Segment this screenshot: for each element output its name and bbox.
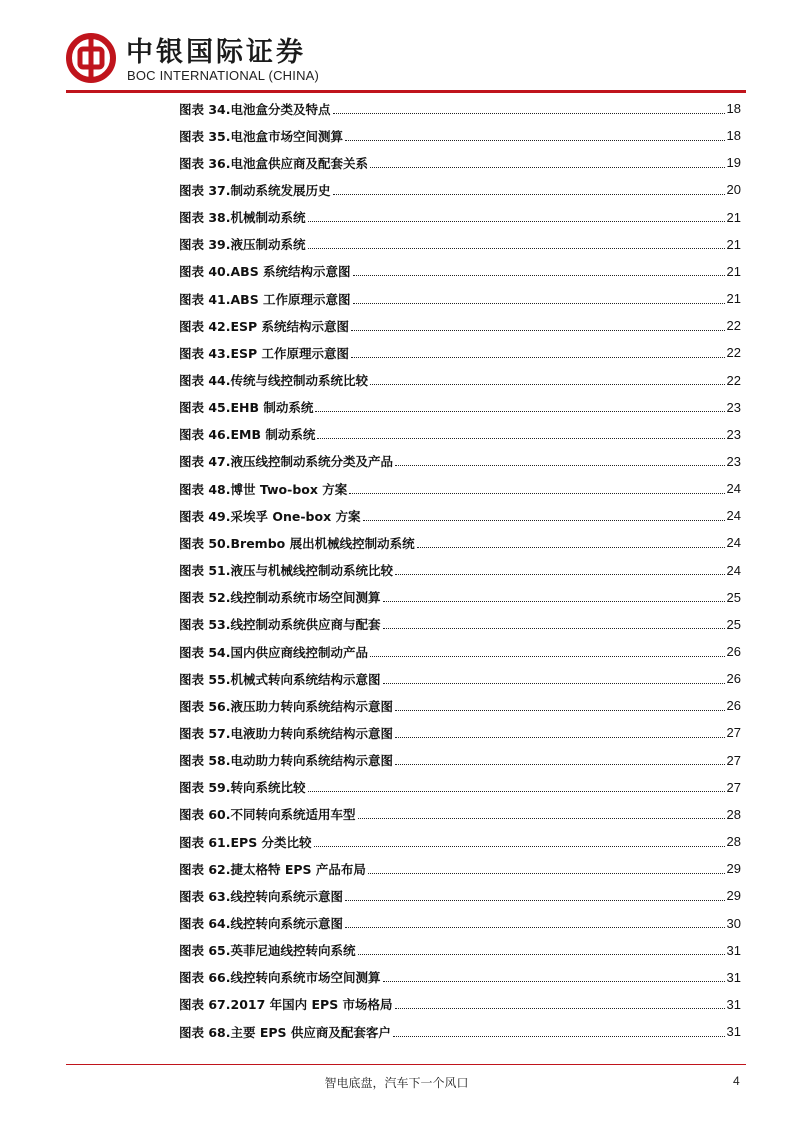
toc-entry-page: 30 xyxy=(726,915,741,931)
toc-entry[interactable] xyxy=(179,910,741,937)
toc-dot-leader xyxy=(383,682,725,684)
toc-entry[interactable] xyxy=(179,95,741,122)
toc-entry[interactable] xyxy=(179,529,741,556)
toc-dot-leader xyxy=(395,1007,725,1009)
toc-entry-label: 图表 38.机械制动系统 xyxy=(179,210,306,226)
toc-entry-label: 图表 57.电液助力转向系统结构示意图 xyxy=(179,725,393,741)
toc-entry-page: 18 xyxy=(726,128,741,144)
toc-entry-page: 24 xyxy=(726,562,741,578)
toc-entry-label: 图表 50.Brembo 展出机械线控制动系统 xyxy=(179,535,415,551)
toc-entry-label: 图表 66.线控转向系统市场空间测算 xyxy=(179,970,381,986)
footer-report-title: 智电底盘，汽车下一个风口 xyxy=(324,1076,469,1090)
toc-entry-label: 图表 35.电池盒市场空间测算 xyxy=(179,128,343,144)
toc-entry[interactable] xyxy=(179,176,741,203)
toc-entry[interactable] xyxy=(179,231,741,258)
toc-dot-leader xyxy=(383,980,725,982)
toc-entry[interactable] xyxy=(179,339,741,366)
toc-dot-leader xyxy=(395,736,725,738)
toc-entry-page: 29 xyxy=(726,861,741,877)
toc-entry-label: 图表 36.电池盒供应商及配套关系 xyxy=(179,155,368,171)
toc-entry-label: 图表 54.国内供应商线控制动产品 xyxy=(179,644,368,660)
toc-entry[interactable] xyxy=(179,584,741,611)
toc-entry[interactable] xyxy=(179,258,741,285)
toc-dot-leader xyxy=(358,817,725,819)
toc-entry-page: 27 xyxy=(726,752,741,768)
toc-entry-label: 图表 51.液压与机械线控制动系统比较 xyxy=(179,563,393,579)
page-header xyxy=(0,0,793,95)
toc-entry[interactable] xyxy=(179,149,741,176)
toc-entry-label: 图表 44.传统与线控制动系统比较 xyxy=(179,373,368,388)
toc-entry-label: 图表 56.液压助力转向系统结构示意图 xyxy=(179,698,393,714)
toc-entry[interactable] xyxy=(179,1018,741,1045)
toc-entry[interactable] xyxy=(179,964,741,991)
toc-dot-leader xyxy=(383,600,725,602)
toc-entry-page: 20 xyxy=(726,182,741,198)
toc-dot-leader xyxy=(370,383,725,385)
toc-entry[interactable] xyxy=(179,421,741,448)
toc-entry-page: 31 xyxy=(726,942,741,958)
toc-entry-page: 27 xyxy=(726,725,741,741)
toc-entry-page: 24 xyxy=(726,535,741,551)
toc-dot-leader xyxy=(363,519,725,521)
toc-entry[interactable] xyxy=(179,557,741,584)
toc-entry-page: 22 xyxy=(726,345,741,361)
toc-entry[interactable] xyxy=(179,312,741,339)
toc-dot-leader xyxy=(395,573,725,575)
toc-entry[interactable] xyxy=(179,747,741,774)
toc-entry-page: 24 xyxy=(726,508,741,524)
toc-entry-page: 23 xyxy=(726,426,741,442)
toc-entry-page: 28 xyxy=(726,834,741,850)
toc-entry-page: 22 xyxy=(726,372,741,388)
toc-entry[interactable] xyxy=(179,638,741,665)
footer-page-number: 4 xyxy=(733,1074,740,1088)
toc-entry-page: 21 xyxy=(726,236,741,252)
toc-entry-label: 图表 68.主要 EPS 供应商及配套客户 xyxy=(179,1024,391,1040)
toc-entry-label: 图表 67.2017 年国内 EPS 市场格局 xyxy=(179,997,393,1013)
toc-entry-label: 图表 41.ABS 工作原理示意图 xyxy=(179,291,351,307)
toc-entry-label: 图表 58.电动助力转向系统结构示意图 xyxy=(179,753,393,769)
toc-dot-leader xyxy=(333,112,725,114)
toc-entry-page: 23 xyxy=(726,399,741,415)
toc-entry-page: 21 xyxy=(726,209,741,225)
brand-name-english: BOC INTERNATIONAL (CHINA) xyxy=(127,68,320,83)
toc-entry-page: 25 xyxy=(726,589,741,605)
toc-entry[interactable] xyxy=(179,204,741,231)
toc-entry-label: 图表 42.ESP 系统结构示意图 xyxy=(179,318,350,334)
toc-dot-leader xyxy=(370,655,725,657)
toc-entry-label: 图表 34.电池盒分类及特点 xyxy=(179,101,331,117)
toc-dot-leader xyxy=(308,790,725,792)
toc-entry[interactable] xyxy=(179,937,741,964)
toc-entry-label: 图表 53.线控制动系统供应商与配套 xyxy=(179,617,381,633)
toc-entry-label: 图表 40.ABS 系统结构示意图 xyxy=(179,264,351,280)
toc-dot-leader xyxy=(308,220,725,222)
toc-entry-page: 25 xyxy=(726,616,741,632)
toc-entry-page: 21 xyxy=(726,291,741,307)
toc-entry-label: 图表 43.ESP 工作原理示意图 xyxy=(179,345,350,361)
toc-entry[interactable] xyxy=(179,502,741,529)
toc-entry-page: 19 xyxy=(726,155,741,171)
toc-dot-leader xyxy=(345,926,725,928)
toc-entry[interactable] xyxy=(179,882,741,909)
toc-dot-leader xyxy=(308,247,725,249)
toc-dot-leader xyxy=(353,302,725,304)
toc-entry-page: 18 xyxy=(726,101,741,116)
toc-entry[interactable] xyxy=(179,475,741,502)
toc-entry-page: 31 xyxy=(726,996,741,1012)
boc-logo-icon xyxy=(66,33,116,83)
toc-dot-leader xyxy=(395,709,725,711)
toc-dot-leader xyxy=(370,166,725,168)
toc-entry-label: 图表 46.EMB 制动系统 xyxy=(179,427,316,443)
toc-dot-leader xyxy=(395,464,725,466)
toc-dot-leader xyxy=(351,356,724,358)
toc-entry[interactable] xyxy=(179,855,741,882)
toc-dot-leader xyxy=(315,410,724,412)
toc-entry-page: 31 xyxy=(726,969,741,985)
toc-entry[interactable] xyxy=(179,692,741,719)
toc-entry-label: 图表 60.不同转向系统适用车型 xyxy=(179,807,356,823)
toc-entry-label: 图表 45.EHB 制动系统 xyxy=(179,400,314,416)
toc-dot-leader xyxy=(358,953,725,955)
toc-entry-label: 图表 37.制动系统发展历史 xyxy=(179,182,331,198)
toc-entry[interactable] xyxy=(179,122,741,149)
brand-name-chinese: 中银国际证券 xyxy=(126,37,306,68)
toc-entry[interactable] xyxy=(179,828,741,855)
toc-entry-label: 图表 61.EPS 分类比较 xyxy=(179,834,312,850)
toc-entry-page: 26 xyxy=(726,698,741,714)
toc-entry-page: 27 xyxy=(726,779,741,795)
toc-entry-label: 图表 49.采埃孚 One-box 方案 xyxy=(179,508,361,524)
toc-entry-label: 图表 63.线控转向系统示意图 xyxy=(179,888,343,904)
header-divider xyxy=(66,90,746,93)
toc-dot-leader xyxy=(317,437,724,439)
toc-dot-leader xyxy=(333,193,725,195)
toc-dot-leader xyxy=(393,1035,725,1037)
toc-entry-page: 23 xyxy=(726,453,741,469)
toc-dot-leader xyxy=(417,546,725,548)
toc-dot-leader xyxy=(345,899,725,901)
toc-dot-leader xyxy=(368,872,725,874)
toc-dot-leader xyxy=(349,492,724,494)
toc-entry-page: 29 xyxy=(726,888,741,904)
toc-entry-label: 图表 65.英菲尼迪线控转向系统 xyxy=(179,943,356,959)
toc-entry[interactable] xyxy=(179,367,741,394)
toc-entry-page: 28 xyxy=(726,806,741,822)
toc-entry[interactable] xyxy=(179,665,741,692)
toc-entry-page: 31 xyxy=(726,1024,741,1040)
toc-entry[interactable] xyxy=(179,991,741,1018)
toc-dot-leader xyxy=(314,845,725,847)
toc-dot-leader xyxy=(351,329,724,331)
toc-entry[interactable] xyxy=(179,719,741,746)
toc-entry[interactable] xyxy=(179,611,741,638)
toc-entry-page: 24 xyxy=(726,481,741,497)
toc-dot-leader xyxy=(383,627,725,629)
toc-entry-label: 图表 52.线控制动系统市场空间测算 xyxy=(179,590,381,606)
toc-entry-label: 图表 62.捷太格特 EPS 产品布局 xyxy=(179,861,366,877)
toc-entry-page: 26 xyxy=(726,644,741,659)
toc-entry-label: 图表 39.液压制动系统 xyxy=(179,237,306,253)
toc-entry[interactable] xyxy=(179,801,741,828)
toc-entry-label: 图表 59.转向系统比较 xyxy=(179,780,306,796)
toc-entry-label: 图表 47.液压线控制动系统分类及产品 xyxy=(179,454,393,470)
toc-dot-leader xyxy=(395,763,725,765)
footer-divider xyxy=(66,1064,746,1065)
toc-entry-page: 26 xyxy=(726,671,741,687)
toc-entry-page: 22 xyxy=(726,318,741,334)
toc-entry[interactable] xyxy=(179,285,741,312)
toc-entry[interactable] xyxy=(179,394,741,421)
toc-entry-label: 图表 55.机械式转向系统结构示意图 xyxy=(179,671,381,687)
toc-entry-label: 图表 64.线控转向系统示意图 xyxy=(179,916,343,931)
toc-dot-leader xyxy=(353,274,725,276)
toc-entry[interactable] xyxy=(179,448,741,475)
toc-entry-page: 21 xyxy=(726,263,741,279)
toc-entry[interactable] xyxy=(179,774,741,801)
toc-entry-label: 图表 48.博世 Two-box 方案 xyxy=(179,481,348,497)
toc-dot-leader xyxy=(345,139,725,141)
